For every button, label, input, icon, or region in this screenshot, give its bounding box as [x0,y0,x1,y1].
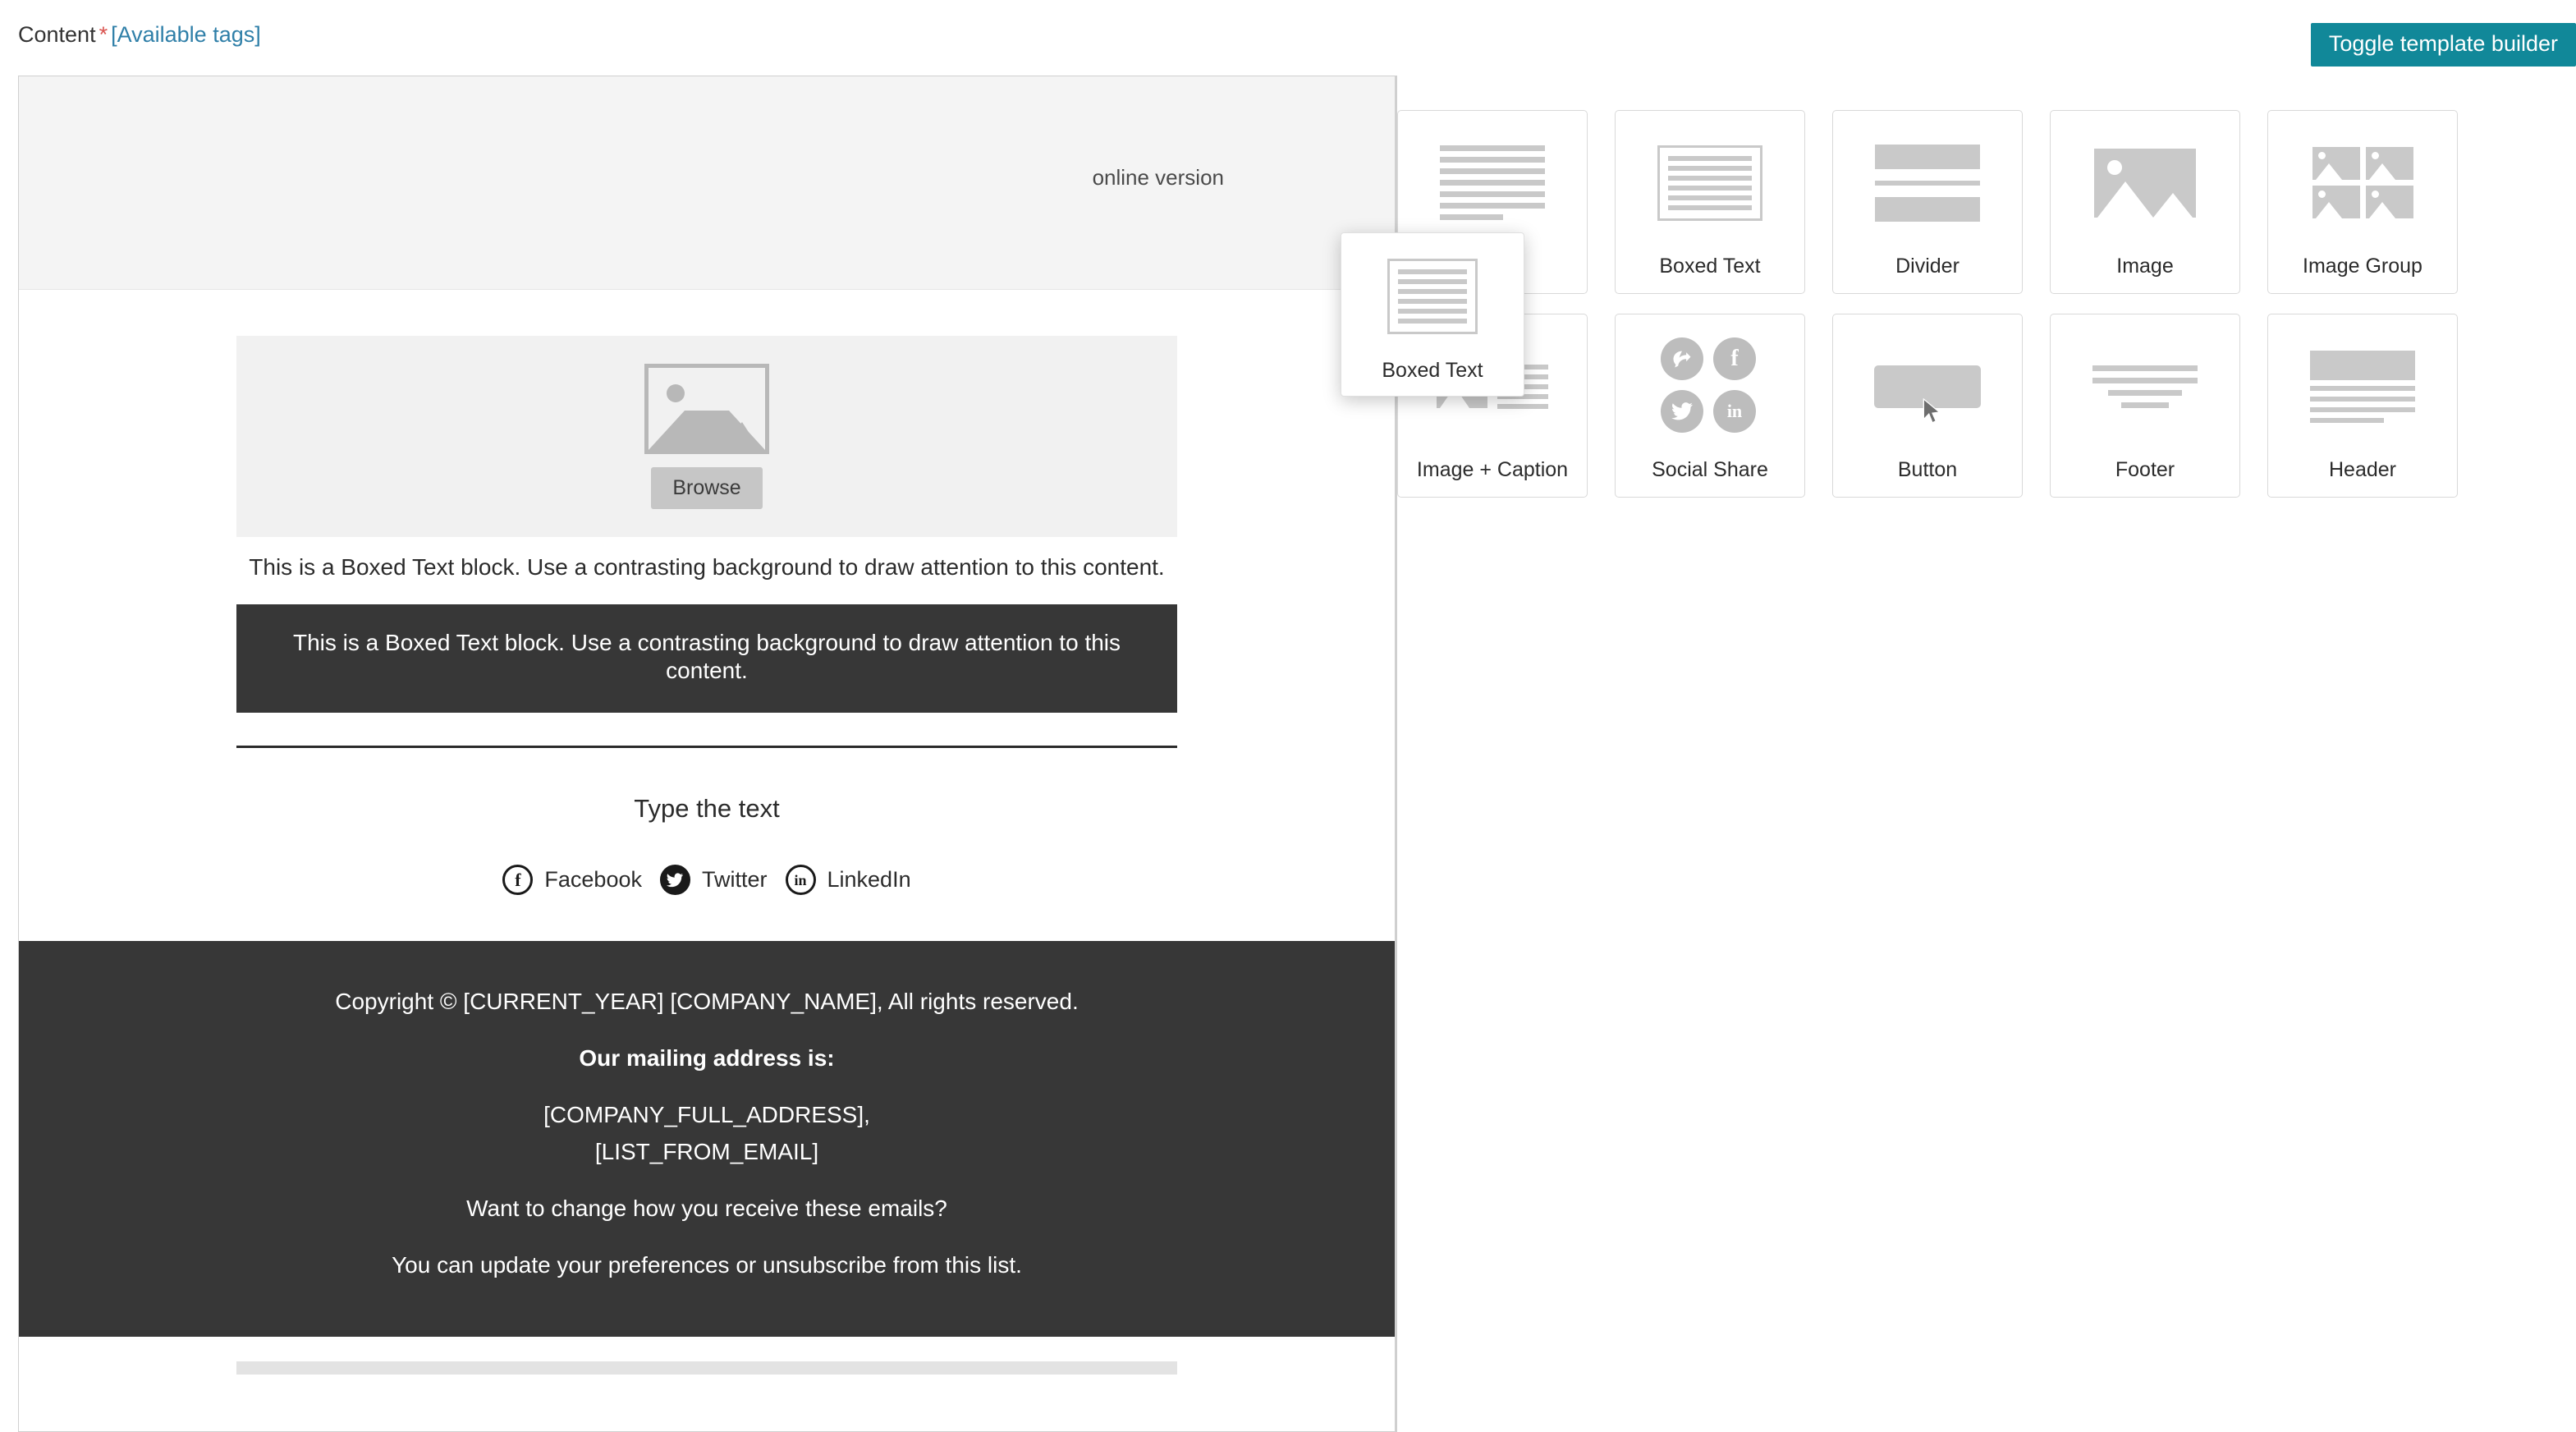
linkedin-icon: in [786,865,816,895]
divider-block[interactable] [236,746,1177,748]
linkedin-icon: in [1713,390,1756,433]
image-placeholder-icon [644,364,769,454]
social-label-twitter: Twitter [701,867,768,893]
footer-line-mailing-heading: Our mailing address is: [579,1045,835,1072]
palette-tile-boxed-text[interactable] [1615,110,1805,294]
palette-tile-label-boxed-text: Boxed Text [1659,255,1761,278]
palette-tile-image-group[interactable] [2267,110,2458,294]
palette-tile-label-social-share: Social Share [1652,458,1768,481]
palette-tile-footer[interactable] [2050,314,2240,498]
boxed-text-block[interactable]: This is a Boxed Text block. Use a contrasting background to draw attention to this content. [236,604,1177,713]
header-icon [2268,314,2457,458]
palette-tile-label-footer: Footer [2115,458,2175,481]
social-item-linkedin[interactable] [786,865,911,895]
browse-button[interactable]: Browse [651,467,762,509]
palette-tile-social-share[interactable] [1615,314,1805,498]
palette-tile-header[interactable] [2267,314,2458,498]
palette-tile-button[interactable] [1832,314,2023,498]
button-icon [1833,314,2022,458]
content-label-text: Content [18,22,96,47]
twitter-icon [660,865,690,895]
bottom-strip [236,1361,1177,1375]
block-palette-grid [1397,110,2576,517]
image-icon [2051,111,2239,255]
facebook-icon: f [1713,337,1756,380]
footer-line-list-email: [LIST_FROM_EMAIL] [594,1139,819,1165]
social-item-facebook[interactable] [502,865,642,895]
twitter-icon [1661,390,1703,433]
palette-tile-label-image-caption: Image + Caption [1416,458,1569,481]
image-block[interactable] [236,336,1177,537]
social-label-linkedin: LinkedIn [827,867,911,893]
template-builder-panel [1397,76,2576,1432]
required-asterisk: * [99,22,108,47]
palette-tile-label-image: Image [2116,255,2174,278]
footer-line-unsubscribe[interactable]: You can update your preferences or unsubscribe from this list. [392,1252,1022,1278]
boxed-text-icon [1341,233,1524,359]
email-body [19,336,1395,895]
preheader-block[interactable] [19,76,1395,290]
tags-bracket-open: [ [111,22,117,47]
footer-line-address: [COMPANY_FULL_ADDRESS], [543,1102,870,1128]
toggle-template-builder-button[interactable]: Toggle template builder [2311,23,2576,67]
share-arrow-icon [1661,337,1703,380]
palette-tile-divider[interactable] [1832,110,2023,294]
footer-line-copyright: Copyright © [CURRENT_YEAR] [COMPANY_NAME], All rights reserved. [335,989,1079,1015]
online-version-link[interactable]: online version [1092,165,1224,190]
social-share-block[interactable] [236,865,1177,895]
social-share-icon [1616,314,1804,458]
text-block[interactable]: This is a Boxed Text block. Use a contrasting background to draw attention to this content. [249,554,1165,580]
available-tags-link[interactable]: Available tags [117,22,255,47]
footer-line-change-prefs-question: Want to change how you receive these emails? [466,1196,947,1222]
footer-block[interactable] [19,941,1395,1337]
palette-tile-label-button: Button [1897,458,1958,481]
social-label-facebook: Facebook [544,867,642,893]
top-bar [0,0,2576,76]
email-preview-pane[interactable] [18,76,1396,1432]
drag-preview-boxed-text[interactable] [1341,232,1524,397]
palette-tile-label-image-group: Image Group [2303,255,2422,278]
footer-icon [2051,314,2239,458]
content-field-label [18,22,261,48]
facebook-icon: f [502,865,533,895]
palette-tile-image[interactable] [2050,110,2240,294]
boxed-text-icon [1616,111,1804,255]
editable-text-block[interactable]: Type the text [634,794,780,824]
tags-bracket-close: ] [254,22,261,47]
palette-tile-label-header: Header [2329,458,2396,481]
palette-tile-label-divider: Divider [1895,255,1960,278]
image-group-icon [2268,111,2457,255]
footer-spacer [19,1337,1395,1361]
social-item-twitter[interactable] [660,865,768,895]
divider-icon [1833,111,2022,255]
drag-preview-label: Boxed Text [1382,359,1483,382]
